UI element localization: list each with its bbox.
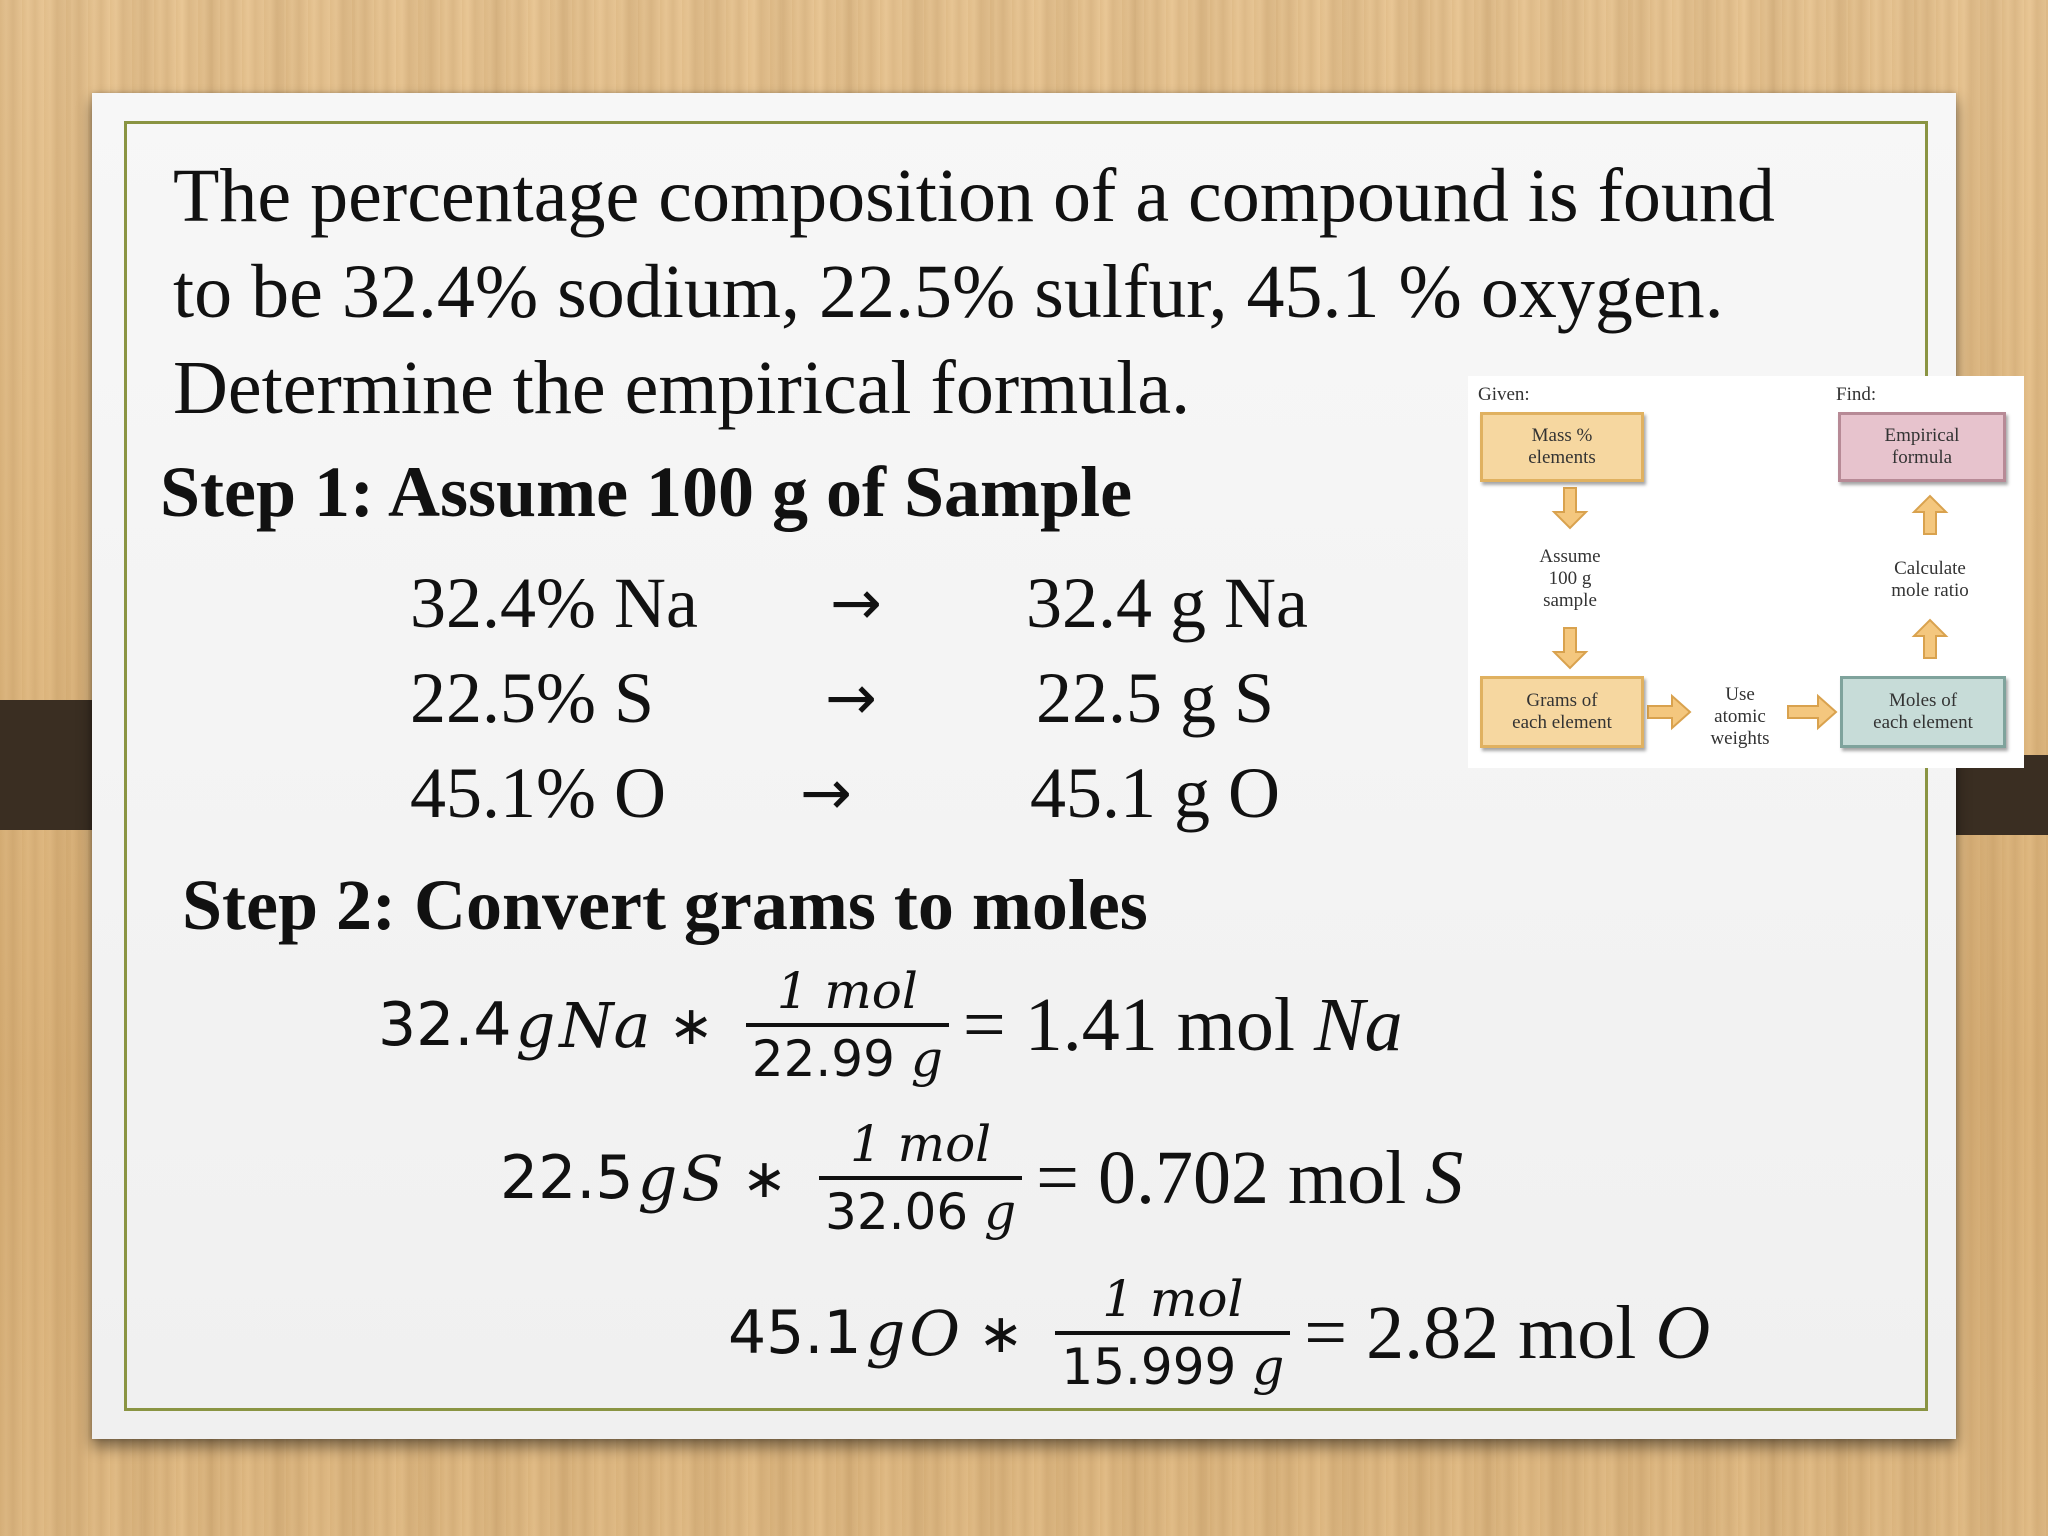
multiply-icon: ∗ (978, 1301, 1024, 1365)
eq-den-unit: g (1252, 1338, 1285, 1396)
eq-mass: 32.4 (378, 990, 512, 1060)
flowchart-step-calculate (1852, 558, 2008, 602)
eq-unit: g (637, 1141, 678, 1215)
eq-mass: 22.5 (500, 1143, 634, 1213)
eq-mol-word: mol (1518, 1290, 1637, 1375)
step-line: Assume (1539, 546, 1601, 567)
empirical-formula-flowchart (1468, 376, 2024, 768)
box-line: Mass % (1531, 425, 1593, 446)
flowchart-given-label: Given: (1478, 384, 1530, 405)
eq-equals: = (1304, 1290, 1348, 1375)
step-line: 100 g (1548, 568, 1592, 589)
step1-row-na-to: 32.4 g Na (1026, 563, 1308, 643)
eq-unit: g (515, 988, 556, 1062)
box-line: each element (1512, 712, 1612, 733)
step-line: mole ratio (1891, 580, 1969, 601)
equation-na (378, 950, 1403, 1100)
multiply-icon: ∗ (741, 1146, 788, 1210)
eq-mol-word: mol (1176, 982, 1295, 1067)
flowchart-box-mass-elements (1480, 412, 1644, 482)
box-line: Grams of (1526, 690, 1598, 711)
eq-moles: 2.82 (1366, 1290, 1500, 1375)
problem-line-3: Determine the empirical formula. (173, 346, 1191, 430)
flowchart-box-grams (1480, 676, 1644, 748)
eq-den-unit: g (910, 1030, 943, 1088)
problem-line-1: The percentage composition of a compound is found (173, 154, 1775, 238)
step1-row-o-to: 45.1 g O (1030, 753, 1280, 833)
eq-fraction (819, 1112, 1022, 1244)
eq-equals: = (962, 982, 1006, 1067)
step1-heading: Step 1: Assume 100 g of Sample (160, 452, 1133, 532)
eq-result-element: Na (1313, 982, 1403, 1067)
eq-fraction (746, 959, 949, 1091)
box-line: Moles of (1888, 690, 1958, 711)
step1-row-s-from: 22.5% S (410, 658, 655, 738)
eq-moles: 0.702 (1097, 1135, 1269, 1220)
eq-element: Na (559, 988, 651, 1062)
eq-fraction (1055, 1267, 1290, 1399)
step1-row-o-from: 45.1% O (410, 753, 666, 833)
eq-denominator (746, 1027, 949, 1091)
eq-numerator: 1 mol (1102, 1270, 1244, 1328)
eq-mol-word: mol (1287, 1135, 1407, 1220)
equation-o (728, 1258, 1710, 1408)
eq-result (1304, 1290, 1710, 1377)
arrow-icon: → (830, 566, 882, 639)
box-line: elements (1528, 447, 1596, 468)
eq-den-value: 22.99 (751, 1030, 895, 1088)
flowchart-step-atomic-weights (1694, 684, 1786, 750)
eq-denominator (1055, 1335, 1290, 1399)
eq-result-element: O (1655, 1290, 1711, 1375)
eq-den-value: 15.999 (1061, 1338, 1237, 1396)
eq-equals: = (1036, 1135, 1079, 1220)
flowchart-step-assume (1508, 546, 1632, 612)
eq-den-value: 32.06 (825, 1183, 969, 1241)
arrow-up-icon (1914, 496, 1946, 534)
step2-heading: Step 2: Convert grams to moles (182, 865, 1148, 945)
arrow-down-icon (1554, 628, 1586, 668)
eq-result (963, 982, 1403, 1069)
step-line: sample (1543, 590, 1597, 611)
eq-numerator: 1 mol (776, 962, 918, 1020)
problem-line-2: to be 32.4% sodium, 22.5% sulfur, 45.1 % oxygen. (173, 250, 1724, 334)
step-line: Use (1725, 684, 1755, 705)
box-line: Empirical (1884, 425, 1960, 446)
eq-element: O (909, 1296, 961, 1370)
arrow-icon: → (825, 661, 877, 734)
flowchart-find-label: Find: (1836, 384, 1877, 405)
eq-unit: g (865, 1296, 906, 1370)
step-line: atomic (1714, 706, 1766, 727)
box-line: each element (1873, 712, 1973, 733)
flowchart-box-empirical-formula (1838, 412, 2006, 482)
arrow-right-icon (1788, 696, 1836, 728)
eq-den-unit: g (984, 1183, 1017, 1241)
multiply-icon: ∗ (668, 993, 714, 1057)
eq-result (1036, 1135, 1463, 1222)
arrow-down-icon (1554, 488, 1586, 528)
equation-s (500, 1103, 1463, 1253)
eq-result-element: S (1425, 1135, 1464, 1220)
eq-mass: 45.1 (728, 1298, 862, 1368)
step-line: weights (1710, 728, 1770, 749)
step-line: Calculate (1894, 558, 1966, 579)
eq-moles: 1.41 (1024, 982, 1158, 1067)
step1-row-s-to: 22.5 g S (1036, 658, 1275, 738)
eq-numerator: 1 mol (849, 1115, 992, 1173)
arrow-icon: → (800, 756, 852, 829)
arrow-up-icon (1914, 620, 1946, 658)
flowchart-box-moles (1840, 676, 2006, 748)
arrow-right-icon (1648, 696, 1690, 728)
step1-row-na-from: 32.4% Na (410, 563, 698, 643)
box-line: formula (1891, 447, 1953, 468)
eq-element: S (681, 1141, 724, 1215)
eq-denominator (819, 1180, 1022, 1244)
